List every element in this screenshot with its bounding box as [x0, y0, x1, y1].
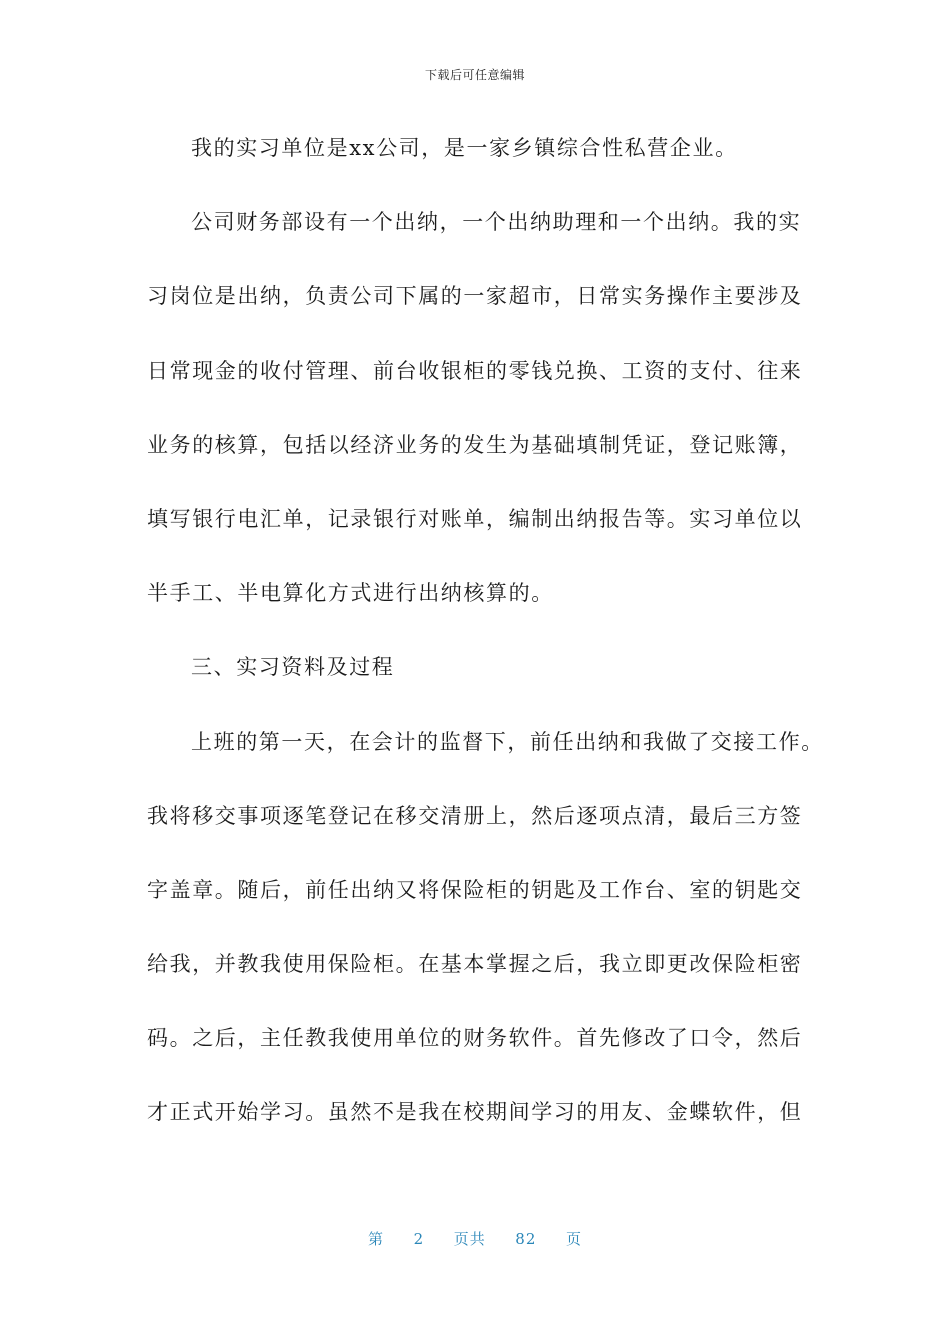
- paragraph-line-10: 我将移交事项逐笔登记在移交清册上，然后逐项点清，最后三方签: [147, 803, 803, 828]
- paragraph-line-11: 字盖章。随后，前任出纳又将保险柜的钥匙及工作台、室的钥匙交: [147, 877, 803, 902]
- footer-page-number: 2: [413, 1230, 425, 1248]
- header-note: 下载后可任意编辑: [424, 68, 525, 82]
- paragraph-line-6: 填写银行电汇单，记录银行对账单，编制出纳报告等。实习单位以: [147, 506, 803, 531]
- paragraph-line-3: 习岗位是出纳，负责公司下属的一家超市，日常实务操作主要涉及: [147, 284, 803, 309]
- footer-middle: 页共: [453, 1230, 486, 1248]
- paragraph-line-4: 日常现金的收付管理、前台收银柜的零钱兑换、工资的支付、往来: [147, 358, 803, 383]
- footer-total-pages: 82: [515, 1230, 537, 1248]
- page-footer: [0, 1228, 950, 1249]
- footer-prefix: 第: [368, 1230, 385, 1248]
- section-heading: 三、实习资料及过程: [191, 655, 395, 680]
- body-text: [147, 118, 824, 1157]
- paragraph-line-2: 公司财务部设有一个出纳，一个出纳助理和一个出纳。我的实: [191, 210, 802, 235]
- paragraph-line-14: 才正式开始学习。虽然不是我在校期间学习的用友、金蝶软件，但: [147, 1100, 803, 1125]
- paragraph-line-5: 业务的核算，包括以经济业务的发生为基础填制凭证，登记账簿，: [147, 432, 803, 457]
- paragraph-line-12: 给我，并教我使用保险柜。在基本掌握之后，我立即更改保险柜密: [147, 952, 803, 977]
- paragraph-line-7: 半手工、半电算化方式进行出纳核算的。: [147, 581, 554, 606]
- paragraph-line-9: 上班的第一天，在会计的监督下，前任出纳和我做了交接工作。: [191, 729, 824, 754]
- paragraph-line-13: 码。之后，主任教我使用单位的财务软件。首先修改了口令，然后: [147, 1026, 803, 1051]
- footer-suffix: 页: [565, 1230, 582, 1248]
- paragraph-line-1: 我的实习单位是xx公司，是一家乡镇综合性私营企业。: [191, 136, 738, 160]
